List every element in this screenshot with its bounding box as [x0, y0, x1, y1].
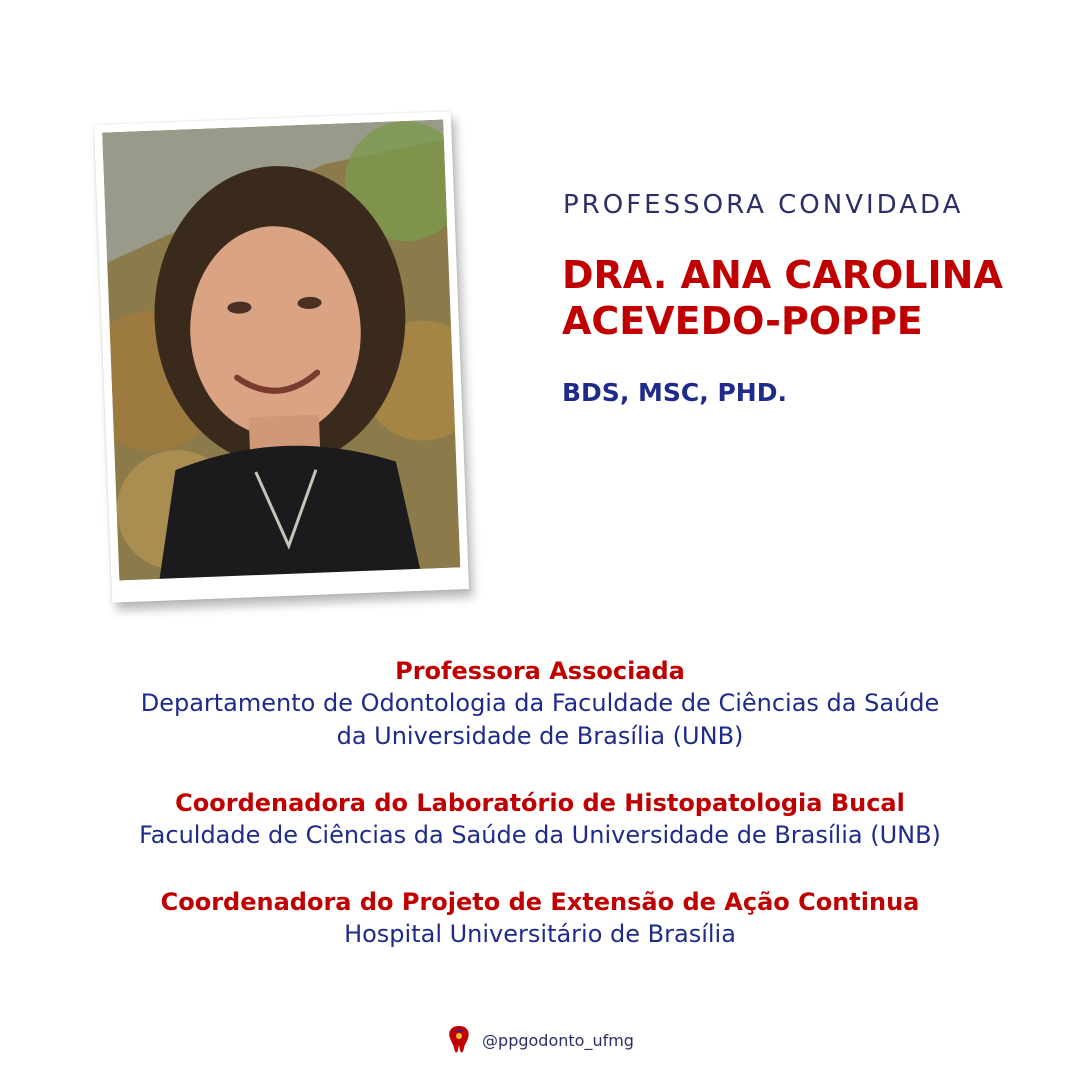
- portrait-illustration: [102, 120, 460, 581]
- eyebrow-label: PROFESSORA CONVIDADA: [563, 190, 964, 220]
- role-title: Coordenadora do Projeto de Extensão de Ação Continua: [160, 888, 920, 916]
- role-item: [0, 787, 1080, 852]
- guest-name-line1: DRA. ANA CAROLINA: [562, 253, 1003, 297]
- portrait-photo-frame: [94, 111, 469, 602]
- role-title: Coordenadora do Laboratório de Histopatologia Bucal: [175, 789, 905, 817]
- role-item: [0, 886, 1080, 951]
- roles-list: [0, 655, 1080, 985]
- role-description-line: Faculdade de Ciências da Saúde da Universidade de Brasília (UNB): [139, 821, 941, 849]
- degrees: BDS, MSC, PHD.: [562, 378, 787, 407]
- footer: [0, 1024, 1080, 1056]
- role-title: Professora Associada: [395, 657, 685, 685]
- role-description-line: Departamento de Odontologia da Faculdade de Ciências da Saúde: [140, 689, 940, 717]
- guest-name: [562, 252, 1003, 344]
- social-handle[interactable]: @ppgodonto_ufmg: [482, 1030, 634, 1050]
- role-item: [0, 655, 1080, 753]
- guest-name-line2: ACEVEDO-POPPE: [562, 299, 923, 343]
- role-description-line: Hospital Universitário de Brasília: [344, 920, 736, 948]
- tooth-logo-icon: [446, 1024, 472, 1056]
- portrait-photo: [102, 120, 460, 581]
- role-description-line: da Universidade de Brasília (UNB): [336, 722, 744, 750]
